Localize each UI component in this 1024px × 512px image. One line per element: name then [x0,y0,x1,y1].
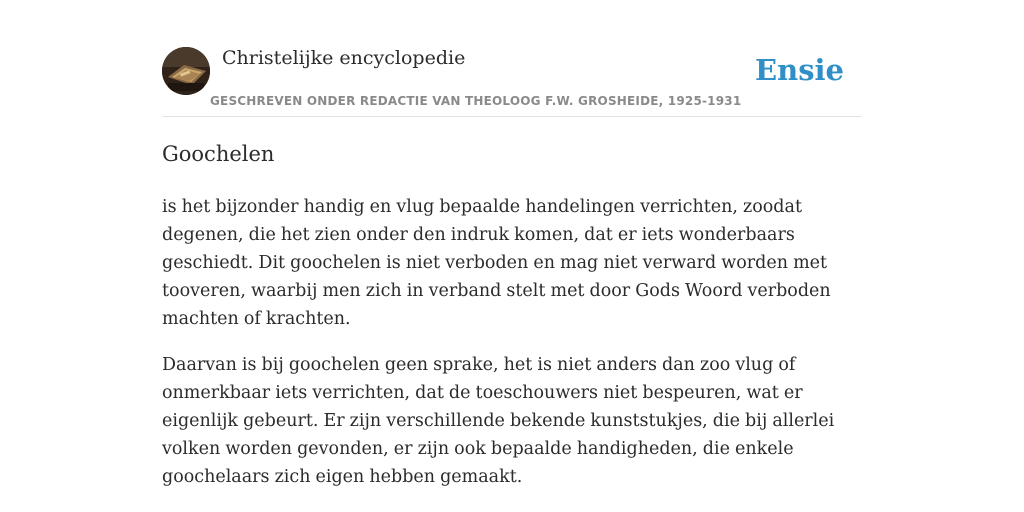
encyclopedia-header [162,46,862,117]
article-headword: Goochelen [162,142,275,166]
article [162,139,864,509]
encyclopedia-subtitle: GESCHREVEN ONDER REDACTIE VAN THEOLOOG F.W. GROSHEIDE, 1925-1931 [210,94,742,108]
brand-logo[interactable]: Ensie [755,53,844,87]
article-paragraph: is het bijzonder handig en vlug bepaalde handelingen verrichten, zoodat degenen, die het zien onder den indruk komen, dat er iets wonderbaars geschiedt. Dit goochelen is niet verboden en mag niet verward worden met tooveren, waarbij men zich in verband stelt met door Gods Woord verboden machten of krachten. [162,197,831,329]
book-image-icon [162,47,210,95]
encyclopedia-avatar[interactable] [162,47,210,95]
encyclopedia-title[interactable]: Christelijke encyclopedie [222,47,466,69]
article-paragraph: Daarvan is bij goochelen geen sprake, het is niet anders dan zoo vlug of onmerkbaar iets verrichten, dat de toeschouwers niet bespeuren, wat er eigenlijk gebeurt. Er zijn verschillende bekende kunststukjes, die bij allerlei volken worden gevonden, er zijn ook bepaalde handigheden, die enkele goochelaars zich eigen hebben gemaakt. [162,355,835,487]
